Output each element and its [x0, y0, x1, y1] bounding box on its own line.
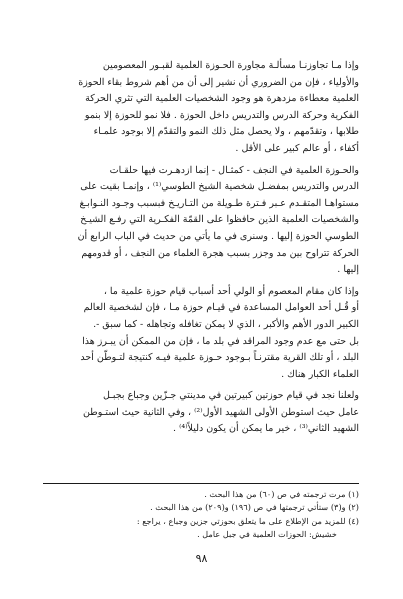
text-line: والشخصيات العلمية الذين حافظوا على القمّة الفكـرية التي رفـع الشيـخ	[80, 214, 359, 226]
text-line: الشهيد الثاني⁽³⁾ ، خير ما يمكن أن يكون دليلاً⁽⁴⁾ .	[173, 423, 359, 435]
text-line: العلمية معطاءة مزدهرة هو وجود الشخصيات العلمية التي تثري الحركة	[85, 93, 359, 105]
paragraph-2	[43, 163, 359, 279]
paragraph-3	[43, 284, 359, 384]
text-line: الكبير الدور الأهم والأكبر ، الذي لا يمكن تغافله وتجاهله - كما سبق -.	[93, 318, 359, 330]
footnotes	[43, 488, 359, 542]
footnote-3: (٤) للمزيد من الإطلاع على ما يتعلق بحوزتي جزين وجباع ، يراجع :	[136, 515, 359, 526]
text-line: أو قُـل أحد العوامل المساعدة في قيـام حوزة مـا ، فإن لشخصية العالم	[83, 302, 359, 314]
paragraph-4	[43, 388, 359, 438]
page-number: ٩٨	[195, 552, 208, 565]
footnote-3-continuation: خشيش: الحوزات العلمية في جبل عامل .	[197, 529, 337, 540]
text-line: إليها .	[337, 264, 359, 276]
body-text	[43, 58, 359, 443]
text-line: الحركة تتراوح بين مد وجزر بسبب هجرة العلماء من النجف ، أو قدومهم	[81, 247, 359, 259]
text-line: وإذا مـا تجاوزنـا مسألـة مجاورة الحـوزة العلمية لقبـور المعصومين	[102, 60, 359, 71]
footnote-divider	[43, 483, 359, 484]
text-line: العلماء الكبار هناك .	[281, 368, 359, 380]
paragraph-1	[43, 58, 359, 158]
text-line: بل حتى مع عدم وجود المراقد في بلد ما ، فإن من الممكن أن يبـرز هذا	[82, 335, 359, 347]
text-line: عامل حيث استوطن الأولى الشهيد الأول⁽²⁾ ، وفي الثانية حيث استـوطن	[82, 406, 359, 418]
text-line: الطوسي الحوزة إليها . وسنرى في ما يأتي من حديث في الباب الرابع أن	[77, 230, 359, 242]
text-line: ولعلنا نجد في قيام حوزتين كبيرتين في مدينتي جـزّين وجباع بجبـل	[102, 390, 359, 402]
footnote-1: (١) مرت ترجمته في ص (٦٠) من هذا البحث .	[204, 489, 359, 499]
footnote-2: (٢) و(٣) ستأتي ترجمتها في ص (١٩٦) و(٢٠٩) من هذا البحث .	[150, 502, 359, 513]
text-line: وإذا كان مقام المعصوم أو الولي أحد أسباب قيام حوزة علمية ما ،	[103, 285, 359, 297]
text-line: الدرس والتدريس بمفضـل شخصية الشيخ الطوسي⁽¹⁾ ، وإنمـا بقيت على	[80, 181, 359, 193]
text-line: والحـوزة العلمية في النجف - كمثـال - إنما ازدهـرت فيها حلقـات	[109, 164, 359, 176]
text-line: مستواهـا المتقـدم عـبر فـترة طـويلة من التـاريـخ فبسبب وجـود النـوابـغ	[79, 197, 359, 209]
text-line: والأولياء ، فإن من الضروري أن نشير إلى أن من أهم شروط بقاء الحوزة	[78, 76, 359, 88]
text-line: الفكرية وحركة الدرس والتدريس داخل الحوزة . فلا نمو للحوزة إلا بنمو	[84, 109, 359, 121]
text-line: طلابها ، وتقدّمهم ، ولا يحصل مثل ذلك النمو والتقدّم إلا بوجود علمـاء	[93, 126, 359, 138]
text-line: أكفاء ، أو عالم كبير على الأقل .	[235, 142, 359, 154]
text-line: البلد ، أو تلك القرية مقترنـاً بـوجود حـوزة علمية فيـه كنتيجة لتـوطّن أحد	[80, 352, 359, 364]
